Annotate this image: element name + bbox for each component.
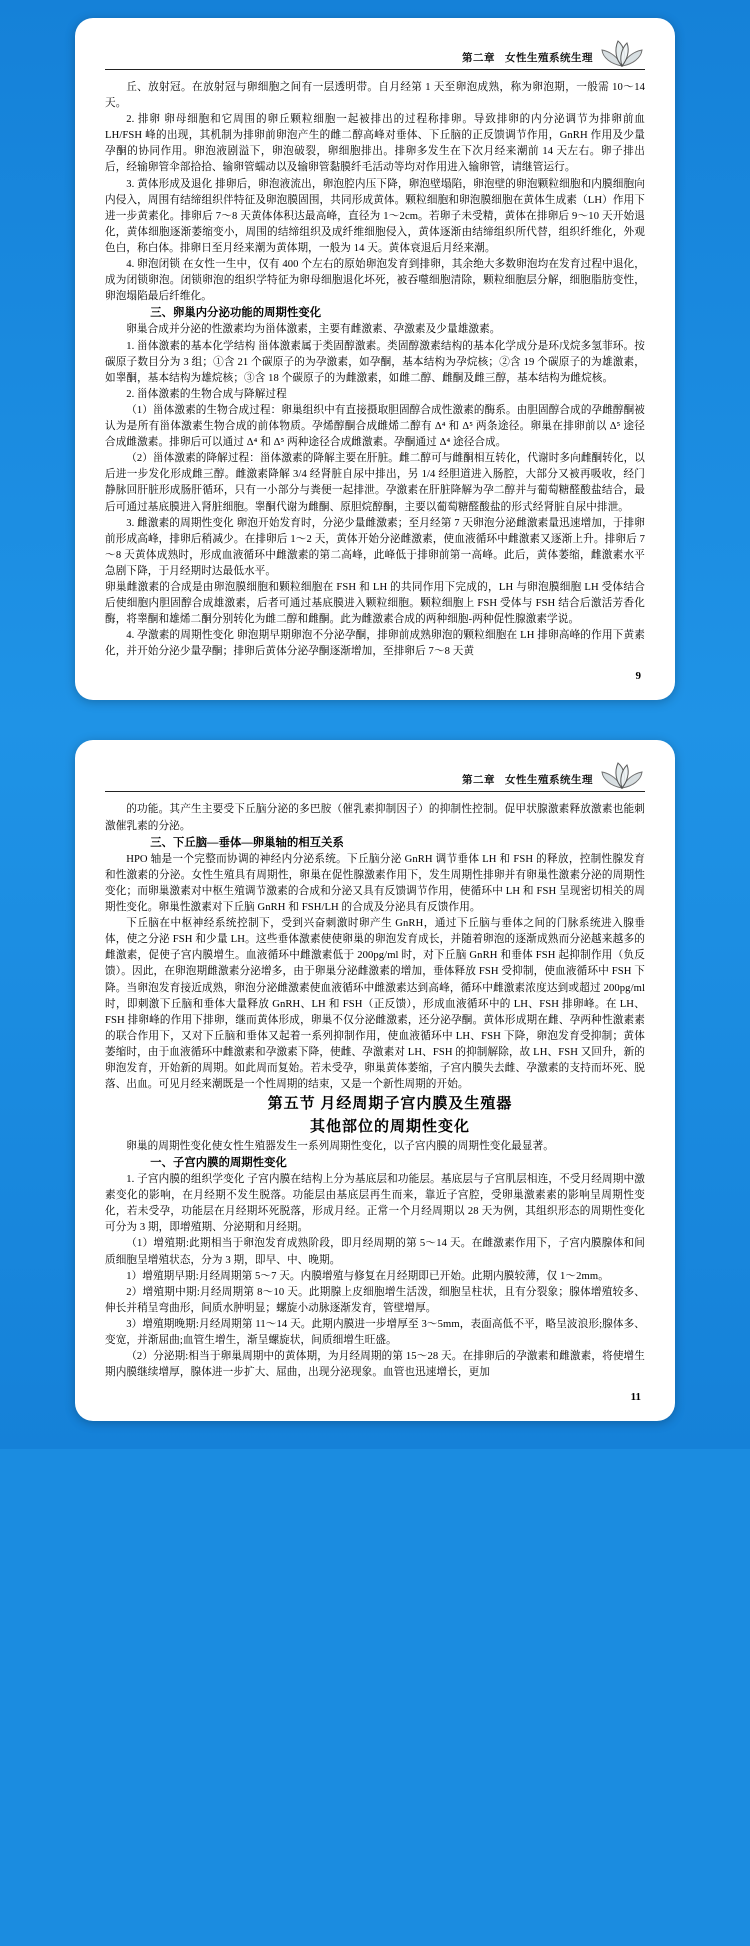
section-title-sub: 其他部位的周期性变化 <box>309 1118 470 1135</box>
page-1-content <box>105 80 645 660</box>
header-chapter: 第二章 <box>462 775 495 787</box>
paragraph: 4. 孕激素的周期性变化 卵泡期早期卵泡不分泌孕酮，排卵前成熟卵泡的颗粒细胞在 LH 排卵高峰的作用下黄素化，并开始分泌少量孕酮；排卵后黄体分泌孕酮逐渐增加，至排卵后 7～8 天黄 <box>105 630 645 658</box>
header-title: 女性生殖系统生理 <box>505 775 593 787</box>
paragraph: 卵巢合成并分泌的性激素均为甾体激素，主要有雌激素、孕激素及少量雄激素。 <box>126 324 501 336</box>
lotus-logo-icon <box>599 760 645 792</box>
section-heading: 三、卵巢内分泌功能的周期性变化 <box>150 307 322 320</box>
paragraph: 2. 排卵 卵母细胞和它周围的卵丘颗粒细胞一起被排出的过程称排卵。导致排卵的内分泌调节为排卵前血 LH/FSH 峰的出现，其机制为排卵前卵泡产生的雌二醇高峰对垂体、下丘脑的正反馈调节作用，GnRH 作用及少量孕酮的协同作用。卵泡液剧溢下，卵泡破裂，卵细胞排出。排卵多发生在下次月经来潮前 14 天左右。卵子排出后，经输卵管伞部拾拾、输卵管蠕动以及输卵管黏膜纤毛活动等均对作用进入输卵管，请继管运行。 <box>105 114 645 174</box>
book-page-2 <box>75 740 675 1421</box>
paragraph: 4. 卵泡闭锁 在女性一生中，仅有 400 个左右的原始卵泡发育到排卵，其余绝大多数卵泡均在发育过程中退化，成为闭锁卵泡。闭锁卵泡的组织学特征为卵母细胞退化坏死，被吞噬细胞清除，颗粒细胞层分解，细胞脂肪变性，卵泡塌陷最后纤维化。 <box>105 259 645 303</box>
paragraph: 3）增殖期晚期:月经周期第 11～14 天。此期内膜进一步增厚至 3～5mm，表面高低不平，略呈波浪形;腺体多、变宽，并渐屈曲;血管生增生，渐呈螺旋状，间质细增生旺盛。 <box>105 1318 645 1346</box>
header-chapter: 第二章 <box>462 53 495 64</box>
paragraph: 下丘脑在中枢神经系统控制下，受到兴奋刺激时卵产生 GnRH，通过下丘脑与垂体之间的门脉系统进入腺垂体，使之分泌 FSH 和少量 LH。这些垂体激素使使卵巢的卵泡发育成长，并随着卵泡的逐渐成熟而分泌越来越多的雌激素，促使子宫内膜增生。血液循环中雌激素低于 200pg/ml 时，对下丘脑 GnRH 和垂体 FSH 起抑制作用（负反馈）。因此，在卵泡期雌激素分泌增多，由于卵巢分泌雌激素的增加，垂体释放 FSH 受抑制，使血液循环中 FSH 下降。当卵泡发育接近成熟，卵泡分泌雌激素使血液循环中雌激素达到高峰，循环中雌激素浓度达到或超过 200pg/ml 时，即刺激下丘脑和垂体大量释放 GnRH、LH 和 FSH（正反馈），形成血液循环中的 LH、FSH 排卵峰。在 LH、FSH 排卵峰的作用下排卵，继而黄体形成，卵巢不仅分泌雌激素，还分泌孕酮。黄体形成期在雌、孕两种性激素素的联合作用下，又对下丘脑和垂体又起着一系列抑制作用，使血液循环中 LH、FSH 下降，卵泡发育受抑制；黄体萎缩时，由于血液循环中雌激素和孕激素下降，使雌、孕激素对 LH、FSH 的抑制解除，故 LH、FSH 又回升，新的卵泡发育，开始新的周期。如此周而复始。若未受孕，卵巢黄体萎缩，子宫内膜失去雌、孕激素的支持而坏死、脱落、出血。可见月经来潮既是一个性周期的结束，又是一个新性周期的开始。 <box>105 918 645 1091</box>
paragraph: （1）增殖期:此期相当于卵泡发育成熟阶段，即月经周期的第 5～14 天。在雌激素作用下，子宫内膜腺体和间质细胞呈增殖状态，分为 3 期，即早、中、晚期。 <box>105 1238 645 1266</box>
page-number: 9 <box>635 670 641 683</box>
paragraph: 卵巢雌激素的合成是由卵泡膜细胞和颗粒细胞在 FSH 和 LH 的共同作用下完成的，LH 与卵泡膜细胞 LH 受体结合后使细胞内胆固醇合成雄激素，后者可通过基底膜进入颗粒细胞。颗粒细胞上 FSH 受体与 FSH 结合后激活芳香化酶，将睾酮和雄烯二酮分别转化为雌二醇和雌酮。此为雌激素合成的两种细胞-两种促性腺激素学说。 <box>105 581 645 626</box>
lotus-logo-icon <box>599 38 645 70</box>
section-heading: 一、子宫内膜的周期性变化 <box>150 1156 287 1169</box>
paragraph: 1. 甾体激素的基本化学结构 甾体激素属于类固醇激素。类固醇激素结构的基本化学成分是环戊烷多氢菲环。按碳原子数目分为 3 组；①含 21 个碳原子的为孕激素，如孕酮，基本结构为孕烷核；②含 19 个碳原子的为雄激素，如睾酮，基本结构为雄烷核；③含 18 个碳原子的为雌激素，如雌二醇、雌酮及雌三醇，基本结构为雌烷核。 <box>105 340 645 384</box>
paragraph: （2）甾体激素的降解过程：甾体激素的降解主要在肝脏。雌二醇可与雌酮相互转化，代谢时多向雌酮转化，以后进一步发化形成雌三醇。雌激素降解 3/4 经肾脏自尿中排出，另 1/4 经胆道进入肠腔，大部分又被再吸收，经门静脉回肝脏形成肠肝循环，只有一小部分与粪便一起排泄。孕激素在肝脏降解为孕二醇并与葡萄糖醛酸盐结合，最后可通过基底膜进入肾脏细胞。睾酮代谢为雌酮、原胆烷醇酮，主要以葡萄糖醛酸盐的形式经肾脏自尿中排泄。 <box>105 453 645 513</box>
paragraph: HPO 轴是一个完整而协调的神经内分泌系统。下丘脑分泌 GnRH 调节垂体 LH 和 FSH 的释放，控制性腺发育和性激素的分泌。女性生殖具有周期性，卵巢在促性腺激素作用下，发生周期性排卵并有卵巢性激素分泌的周期性变化；而卵巢激素对中枢生殖调节激素的合成和分泌又具有反馈调节作用，使循环中 LH 和 FSH 呈现密切相关的周期性变化。卵巢性激素对下丘脑 GnRH 和 FSH/LH 的合成及分泌具有反馈作用。 <box>105 853 645 914</box>
paragraph: （2）分泌期:相当于卵巢周期中的黄体期，为月经周期的第 15～28 天。在排卵后的孕激素和雌激素，将使增生期内膜继续增厚，腺体进一步扩大、屈曲，出现分泌现象。血管也迅速增长，更加 <box>105 1351 645 1379</box>
paragraph: （1）甾体激素的生物合成过程：卵巢组织中有直接摄取胆固醇合成性激素的酶系。由胆固醇合成的孕雌醇酮被认为是所有甾体激素生物合成的前体物质。孕烯醇酮合成雌烯二醇有 Δ⁴ 和 Δ⁵ 两条途径。卵巢在排卵前以 Δ⁵ 途径合成雌激素。排卵后可以通过 Δ⁴ 和 Δ⁵ 两种途径合成雌激素。孕酮通过 Δ⁴ 途径合成。 <box>105 404 645 449</box>
paragraph: 1. 子宫内膜的组织学变化 子宫内膜在结构上分为基底层和功能层。基底层与子宫肌层相连，不受月经周期中激素变化的影响，在月经期不发生脱落。功能层由基底层再生而来，靠近子宫腔，受卵巢激素素的影响呈周期性变化，若未受孕，功能层在月经期坏死脱落，形成月经。正常一个月经周期以 28 天为例，其组织形态的周期性变化可分为 3 期，即增殖期、分泌期和月经期。 <box>105 1174 645 1234</box>
paragraph: 丘、放射冠。在放射冠与卵细胞之间有一层透明带。自月经第 1 天至卵泡成熟，称为卵泡期，一般需 10～14 天。 <box>105 82 645 110</box>
paragraph: 1）增殖期早期:月经周期第 5～7 天。内膜增殖与修复在月经期即已开始。此期内膜较薄，仅 1～2mm。 <box>126 1270 609 1282</box>
page-number: 11 <box>630 1391 641 1404</box>
section-title-main: 第五节 月经周期子宫内膜及生殖器 <box>267 1096 513 1113</box>
paragraph: 卵巢的周期性变化使女性生殖器发生一系列周期性变化，以子宫内膜的周期性变化最显著。 <box>126 1140 554 1152</box>
book-page-1 <box>75 18 675 700</box>
paragraph: 3. 雌激素的周期性变化 卵泡开始发育时，分泌少量雌激素；至月经第 7 天卵泡分泌雌激素量迅速增加，于排卵前形成高峰，排卵后稍减少。在排卵后 1～2 天，黄体开始分泌雌激素，使血液循环中雌激素又逐渐上升。排卵后 7～8 天黄体成熟时，形成血液循环中雌激素的第二高峰，此峰低于排卵前第一高峰。此后，黄体萎缩，雌激素水平急剧下降，于月经期时达最低水平。 <box>105 517 645 577</box>
header-title: 女性生殖系统生理 <box>505 53 593 64</box>
section-heading: 三、下丘脑—垂体—卵巢轴的相互关系 <box>150 836 344 849</box>
paragraph: 的功能。其产生主要受下丘脑分泌的多巴胺（催乳素抑制因子）的抑制性控制。促甲状腺激素释放激素也能刺激催乳素的分泌。 <box>105 804 645 832</box>
paragraph: 2. 甾体激素的生物合成与降解过程 <box>126 388 287 400</box>
page-2-content <box>105 802 645 1381</box>
paragraph: 3. 黄体形成及退化 排卵后，卵泡液流出，卵泡腔内压下降，卵泡壁塌陷，卵泡壁的卵泡颗粒细胞和内膜细胞向内侵入，周围有结缔组织伴特征及卵泡膜固围，共同形成黄体。颗粒细胞和卵泡膜细胞在黄体生成素（LH）作用下进一步黄素化。排卵后 7～8 天黄体体积达最高峰，直径为 1～2cm。若卵子未受精，黄体在排卵后 9～10 天开始退化，黄体细胞逐渐萎缩变小，周围的结缔组织及成纤维细胞侵入，黄体逐渐由结缔组织所代替，组织纤维化，外观色白，称白体。排卵日至月经来潮为黄体期，一般为 14 天。黄体衰退后月经来潮。 <box>105 178 645 254</box>
paragraph: 2）增殖期中期:月经周期第 8～10 天。此期腺上皮细胞增生活泼，细胞呈柱状，且有分裂象；腺体增殖较多、伸长并稍呈弯曲形，间质水肿明显；螺旋小动脉逐渐发育，管壁增厚。 <box>105 1286 645 1314</box>
page-header <box>105 44 645 70</box>
page-header <box>105 766 645 792</box>
